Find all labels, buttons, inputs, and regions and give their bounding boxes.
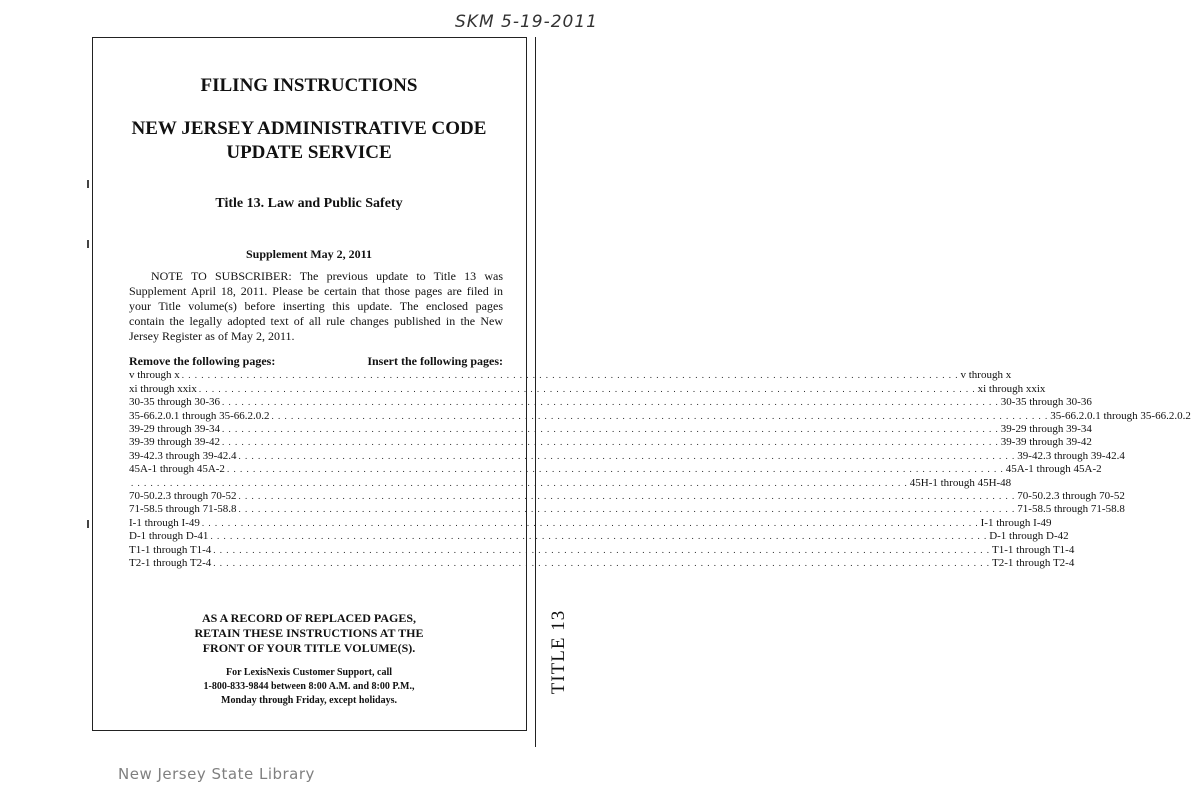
insert-pages-cell: 45A-1 through 45A-2 — [1005, 463, 1102, 476]
table-row — [129, 543, 1075, 557]
support-line: For LexisNexis Customer Support, call — [225, 667, 392, 678]
title-subject: Title 13. Law and Public Safety — [215, 196, 403, 211]
remove-pages-cell: I-1 through I-49 — [129, 516, 200, 529]
dot-leader: . . . . . . . . . . . . . . . . . . . . . . . . . . . . . . . . . . . . . . . . . . . . . . . . . . . . . . . . . . . . . . . . . . . . . . . . . . . . . . . . . . . . . . . . . . . . . . . . . . . . . . . . . . . . . . . . . . . . . . . . — [222, 397, 999, 408]
note-line: Jersey Register as of May 2, 2011. — [129, 329, 295, 343]
table-row — [129, 396, 1092, 409]
dot-leader: . . . . . . . . . . . . . . . . . . . . . . . . . . . . . . . . . . . . . . . . . . . . . . . . . . . . . . . . . . . . . . . . . . . . . . . . . . . . . . . . . . . . . . . . . . . . . . . . . . . . . . . . . . . . . . . . . . . . . . . . — [198, 383, 976, 394]
code-title-line: UPDATE SERVICE — [226, 142, 392, 163]
insert-pages-cell: 70-50.2.3 through 70-52 — [1017, 490, 1125, 503]
insert-pages-cell: 39-29 through 39-34 — [1000, 423, 1092, 436]
support-line: Monday through Friday, except holidays. — [221, 695, 397, 706]
insert-pages-cell: 71-58.5 through 71-58.8 — [1017, 503, 1125, 516]
remove-pages-cell: 39-42.3 through 39-42.4 — [129, 449, 237, 462]
remove-pages-cell: xi through xxix — [129, 382, 197, 395]
insert-pages-cell: 45H-1 through 45H-48 — [909, 476, 1012, 489]
remove-column-header: Remove the following pages: — [129, 354, 276, 368]
note-line: NOTE TO SUBSCRIBER: The previous update to Title 13 was — [151, 269, 503, 283]
insert-pages-cell: 30-35 through 30-36 — [1000, 396, 1092, 409]
remove-pages-cell: 30-35 through 30-36 — [129, 396, 221, 409]
table-header — [129, 355, 503, 368]
table-row — [129, 409, 1191, 423]
dot-leader: . . . . . . . . . . . . . . . . . . . . . . . . . . . . . . . . . . . . . . . . . . . . . . . . . . . . . . . . . . . . . . . . . . . . . . . . . . . . . . . . . . . . . . . . . . . . . . . . . . . . . . . . . . . . . . . . . . . . . . . . — [210, 531, 988, 542]
note-line: Supplement April 18, 2011. Please be certain that those pages are filed in — [129, 284, 503, 298]
table-row — [129, 516, 1052, 530]
code-title — [92, 117, 526, 165]
support-line: 1-800-833-9844 between 8:00 A.M. and 8:00 P.M., — [203, 681, 415, 692]
dot-leader: . . . . . . . . . . . . . . . . . . . . . . . . . . . . . . . . . . . . . . . . . . . . . . . . . . . . . . . . . . . . . . . . . . . . . . . . . . . . . . . . . . . . . . . . . . . . . . . . . . . . . . . . . . . . . . . . . . . . . . . . — [213, 544, 991, 555]
note-line: your Title volume(s) before inserting this update. The enclosed pages — [129, 299, 503, 313]
table-row — [129, 476, 1012, 490]
remove-pages-cell: T1-1 through T1-4 — [129, 543, 212, 556]
insert-pages-cell: v through x — [960, 369, 1012, 382]
record-notice-line: FRONT OF YOUR TITLE VOLUME(S). — [202, 641, 416, 655]
table-row — [129, 530, 1069, 543]
record-notice-line: AS A RECORD OF REPLACED PAGES, — [201, 611, 417, 625]
dot-leader: . . . . . . . . . . . . . . . . . . . . . . . . . . . . . . . . . . . . . . . . . . . . . . . . . . . . . . . . . . . . . . . . . . . . . . . . . . . . . . . . . . . . . . . . . . . . . . . . . . . . . . . . . . . . . . . . . . . . . . . . — [213, 558, 991, 569]
insert-pages-cell: 39-39 through 39-42 — [1000, 436, 1092, 449]
table-row — [129, 423, 1092, 436]
table-row — [129, 369, 1012, 382]
library-stamp: New Jersey State Library — [118, 765, 315, 783]
remove-pages-cell: 39-39 through 39-42 — [129, 436, 221, 449]
insert-pages-cell: xi through xxix — [977, 382, 1046, 395]
table-body — [129, 369, 1191, 570]
insert-pages-cell: D-1 through D-42 — [989, 530, 1069, 543]
handwritten-note: SKM 5-19-2011 — [455, 12, 598, 32]
remove-pages-cell: 71-58.5 through 71-58.8 — [129, 503, 237, 516]
insert-pages-cell: I-1 through I-49 — [980, 516, 1052, 529]
insert-pages-cell: T1-1 through T1-4 — [992, 543, 1075, 556]
margin-tick — [87, 180, 89, 188]
dot-leader: . . . . . . . . . . . . . . . . . . . . . . . . . . . . . . . . . . . . . . . . . . . . . . . . . . . . . . . . . . . . . . . . . . . . . . . . . . . . . . . . . . . . . . . . . . . . . . . . . . . . . . . . . . . . . . . . . . . . . . . . — [226, 464, 1004, 475]
remove-pages-cell: D-1 through D-41 — [129, 530, 209, 543]
record-notice-line: RETAIN THESE INSTRUCTIONS AT THE — [194, 626, 424, 640]
dot-leader: . . . . . . . . . . . . . . . . . . . . . . . . . . . . . . . . . . . . . . . . . . . . . . . . . . . . . . . . . . . . . . . . . . . . . . . . . . . . . . . . . . . . . . . . . . . . . . . . . . . . . . . . . . . . . . . . . . . . . . . . — [201, 517, 979, 528]
table-row — [129, 436, 1092, 449]
remove-pages-cell: 39-29 through 39-34 — [129, 423, 221, 436]
insert-column-header: Insert the following pages: — [367, 354, 503, 368]
record-notice — [92, 611, 526, 656]
supplement-date: Supplement May 2, 2011 — [245, 247, 372, 261]
bottom-rule — [92, 730, 527, 731]
dot-leader: . . . . . . . . . . . . . . . . . . . . . . . . . . . . . . . . . . . . . . . . . . . . . . . . . . . . . . . . . . . . . . . . . . . . . . . . . . . . . . . . . . . . . . . . . . . . . . . . . . . . . . . . . . . . . . . . . . . . . . . . — [238, 504, 1016, 515]
title-tab-label: TITLE 13 — [548, 609, 569, 695]
dot-leader: . . . . . . . . . . . . . . . . . . . . . . . . . . . . . . . . . . . . . . . . . . . . . . . . . . . . . . . . . . . . . . . . . . . . . . . . . . . . . . . . . . . . . . . . . . . . . . . . . . . . . . . . . . . . . . . . . . . . . . . . — [238, 450, 1016, 461]
dot-leader: . . . . . . . . . . . . . . . . . . . . . . . . . . . . . . . . . . . . . . . . . . . . . . . . . . . . . . . . . . . . . . . . . . . . . . . . . . . . . . . . . . . . . . . . . . . . . . . . . . . . . . . . . . . . . . . . . . . . . . . . — [181, 370, 959, 381]
table-row — [129, 503, 1125, 516]
insert-pages-cell: T2-1 through T2-4 — [992, 557, 1075, 570]
dot-leader: . . . . . . . . . . . . . . . . . . . . . . . . . . . . . . . . . . . . . . . . . . . . . . . . . . . . . . . . . . . . . . . . . . . . . . . . . . . . . . . . . . . . . . . . . . . . . . . . . . . . . . . . . . . . . . . . . . . . . . . . — [271, 410, 1049, 421]
dot-leader: . . . . . . . . . . . . . . . . . . . . . . . . . . . . . . . . . . . . . . . . . . . . . . . . . . . . . . . . . . . . . . . . . . . . . . . . . . . . . . . . . . . . . . . . . . . . . . . . . . . . . . . . . . . . . . . . . . . . . . . . — [238, 491, 1016, 502]
dot-leader: . . . . . . . . . . . . . . . . . . . . . . . . . . . . . . . . . . . . . . . . . . . . . . . . . . . . . . . . . . . . . . . . . . . . . . . . . . . . . . . . . . . . . . . . . . . . . . . . . . . . . . . . . . . . . . . . . . . . . . . . — [222, 437, 999, 448]
dot-leader: . . . . . . . . . . . . . . . . . . . . . . . . . . . . . . . . . . . . . . . . . . . . . . . . . . . . . . . . . . . . . . . . . . . . . . . . . . . . . . . . . . . . . . . . . . . . . . . . . . . . . . . . . . . . . . . . . . . . . . . . — [131, 477, 908, 488]
subscriber-note — [129, 269, 503, 344]
remove-pages-cell: 35-66.2.0.1 through 35-66.2.0.2 — [129, 409, 270, 422]
remove-pages-cell: v through x — [129, 369, 180, 382]
insert-pages-cell: 39-42.3 through 39-42.4 — [1017, 449, 1125, 462]
dot-leader: . . . . . . . . . . . . . . . . . . . . . . . . . . . . . . . . . . . . . . . . . . . . . . . . . . . . . . . . . . . . . . . . . . . . . . . . . . . . . . . . . . . . . . . . . . . . . . . . . . . . . . . . . . . . . . . . . . . . . . . . — [222, 424, 999, 435]
customer-support — [92, 666, 526, 708]
table-row — [129, 382, 1046, 396]
page-title: FILING INSTRUCTIONS — [200, 75, 418, 96]
table-row — [129, 463, 1102, 476]
note-line: contain the legally adopted text of all rule changes published in the New — [129, 314, 503, 328]
table-row — [129, 449, 1125, 463]
code-title-line: NEW JERSEY ADMINISTRATIVE CODE — [131, 118, 487, 139]
page-replacement-table — [129, 354, 1191, 571]
remove-pages-cell: 70-50.2.3 through 70-52 — [129, 490, 237, 503]
remove-pages-cell: 45A-1 through 45A-2 — [129, 463, 225, 476]
insert-pages-cell: 35-66.2.0.1 through 35-66.2.0.2 — [1050, 409, 1191, 422]
remove-pages-cell: T2-1 through T2-4 — [129, 557, 212, 570]
margin-tick — [87, 240, 89, 248]
table-row — [129, 557, 1075, 570]
table-row — [129, 490, 1125, 503]
margin-tick — [87, 520, 89, 528]
